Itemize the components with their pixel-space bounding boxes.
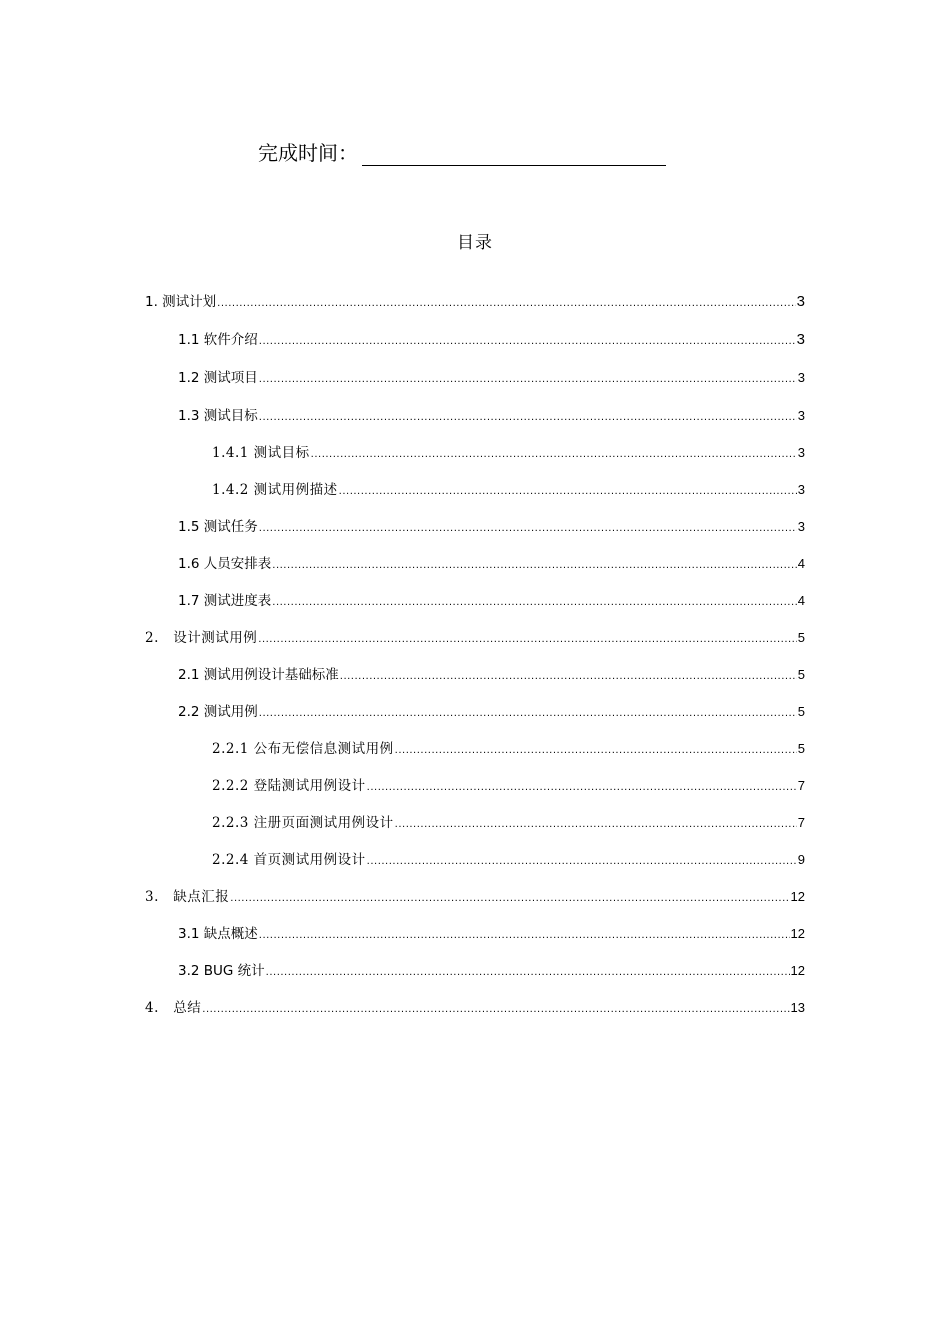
toc-dot-leader — [259, 700, 797, 726]
toc-entry[interactable] — [145, 626, 805, 650]
toc-entry-page: 5 — [797, 630, 805, 645]
toc-entry-label: 1.4.2 测试用例描述 — [212, 482, 338, 498]
toc-entry-label: 1.3 测试目标 — [178, 408, 258, 424]
toc-dot-leader — [339, 478, 797, 504]
toc-entry[interactable] — [212, 441, 805, 465]
toc-entry-label: 2. 设计测试用例 — [145, 630, 258, 646]
toc-entry[interactable] — [212, 848, 805, 872]
toc-entry-page: 13 — [790, 1000, 805, 1015]
toc-dot-leader — [340, 663, 797, 689]
toc-entry-page: 9 — [797, 852, 805, 867]
toc-entry-page: 3 — [796, 293, 805, 310]
toc-dot-leader — [259, 328, 796, 354]
toc-entry-page: 3 — [797, 519, 805, 534]
toc-entry-label: 3.1 缺点概述 — [178, 926, 258, 942]
toc-entry[interactable] — [178, 663, 805, 687]
toc-entry[interactable] — [178, 328, 805, 352]
toc-dot-leader — [266, 959, 790, 985]
toc-dot-leader — [259, 922, 790, 948]
toc-entry-page: 3 — [797, 370, 805, 385]
toc-entry-page: 7 — [797, 778, 805, 793]
toc-entry-page: 12 — [790, 963, 805, 978]
toc-dot-leader — [311, 441, 797, 467]
toc-dot-leader — [272, 589, 797, 615]
toc-entry[interactable] — [145, 996, 805, 1020]
toc-entry-label: 2.1 测试用例设计基础标准 — [178, 667, 339, 683]
toc-entry-label: 2.2.3 注册页面测试用例设计 — [212, 815, 394, 831]
toc-dot-leader — [272, 552, 797, 578]
completion-time-label: 完成时间： — [258, 141, 358, 165]
toc-entry-label: 1.7 测试进度表 — [178, 593, 272, 609]
toc-entry-page: 5 — [797, 741, 805, 756]
toc-entry-page: 3 — [796, 331, 805, 348]
toc-entry-page: 5 — [797, 667, 805, 682]
toc-entry-page: 4 — [797, 556, 805, 571]
toc-entry[interactable] — [212, 774, 805, 798]
toc-entry-label: 4. 总结 — [145, 1000, 202, 1016]
toc-entry-label: 2.2 测试用例 — [178, 704, 258, 720]
toc-entry-label: 1.6 人员安排表 — [178, 556, 272, 572]
toc-dot-leader — [217, 290, 795, 316]
toc-entry-page: 12 — [790, 926, 805, 941]
toc-entry[interactable] — [145, 885, 805, 909]
toc-entry[interactable] — [178, 366, 805, 390]
toc-entry-page: 12 — [790, 889, 805, 904]
completion-time-field — [258, 136, 666, 166]
toc-dot-leader — [395, 811, 797, 837]
toc-entry-label: 1.4.1 测试目标 — [212, 445, 310, 461]
toc-entry[interactable] — [212, 737, 805, 761]
toc-entry[interactable] — [178, 700, 805, 724]
toc-entry-label: 3. 缺点汇报 — [145, 889, 230, 905]
toc-entry-label: 3.2 BUG 统计 — [178, 963, 265, 979]
toc-entry-label: 1.2 测试项目 — [178, 370, 258, 386]
toc-entry-label: 1.1 软件介绍 — [178, 332, 258, 348]
toc-dot-leader — [230, 885, 789, 911]
toc-entry-page: 5 — [797, 704, 805, 719]
toc-dot-leader — [367, 848, 797, 874]
toc-entry[interactable] — [178, 404, 805, 428]
toc-entry[interactable] — [178, 959, 805, 983]
toc-entry-page: 3 — [797, 482, 805, 497]
toc-entry-label: 2.2.4 首页测试用例设计 — [212, 852, 366, 868]
toc-entry-page: 7 — [797, 815, 805, 830]
completion-time-blank-line — [362, 141, 666, 166]
toc-entry[interactable] — [178, 922, 805, 946]
toc-heading: 目录 — [457, 233, 493, 253]
toc-entry[interactable] — [178, 552, 805, 576]
toc-entry-label: 2.2.2 登陆测试用例设计 — [212, 778, 366, 794]
toc-entry-page: 4 — [797, 593, 805, 608]
toc-dot-leader — [258, 626, 797, 652]
toc-entry[interactable] — [145, 290, 805, 314]
toc-dot-leader — [259, 515, 797, 541]
toc-entry[interactable] — [212, 811, 805, 835]
toc-entry-label: 2.2.1 公布无偿信息测试用例 — [212, 741, 394, 757]
toc-entry-label: 1.5 测试任务 — [178, 519, 258, 535]
toc-entry-label: 1. 测试计划 — [145, 294, 217, 310]
toc-dot-leader — [367, 774, 797, 800]
toc-entry-page: 3 — [797, 445, 805, 460]
toc-dot-leader — [202, 996, 789, 1022]
toc-dot-leader — [395, 737, 797, 763]
toc-entry[interactable] — [212, 478, 805, 502]
toc-entry[interactable] — [178, 515, 805, 539]
toc-entry[interactable] — [178, 589, 805, 613]
toc-dot-leader — [259, 404, 797, 430]
toc-entry-page: 3 — [797, 408, 805, 423]
toc-dot-leader — [259, 366, 797, 392]
